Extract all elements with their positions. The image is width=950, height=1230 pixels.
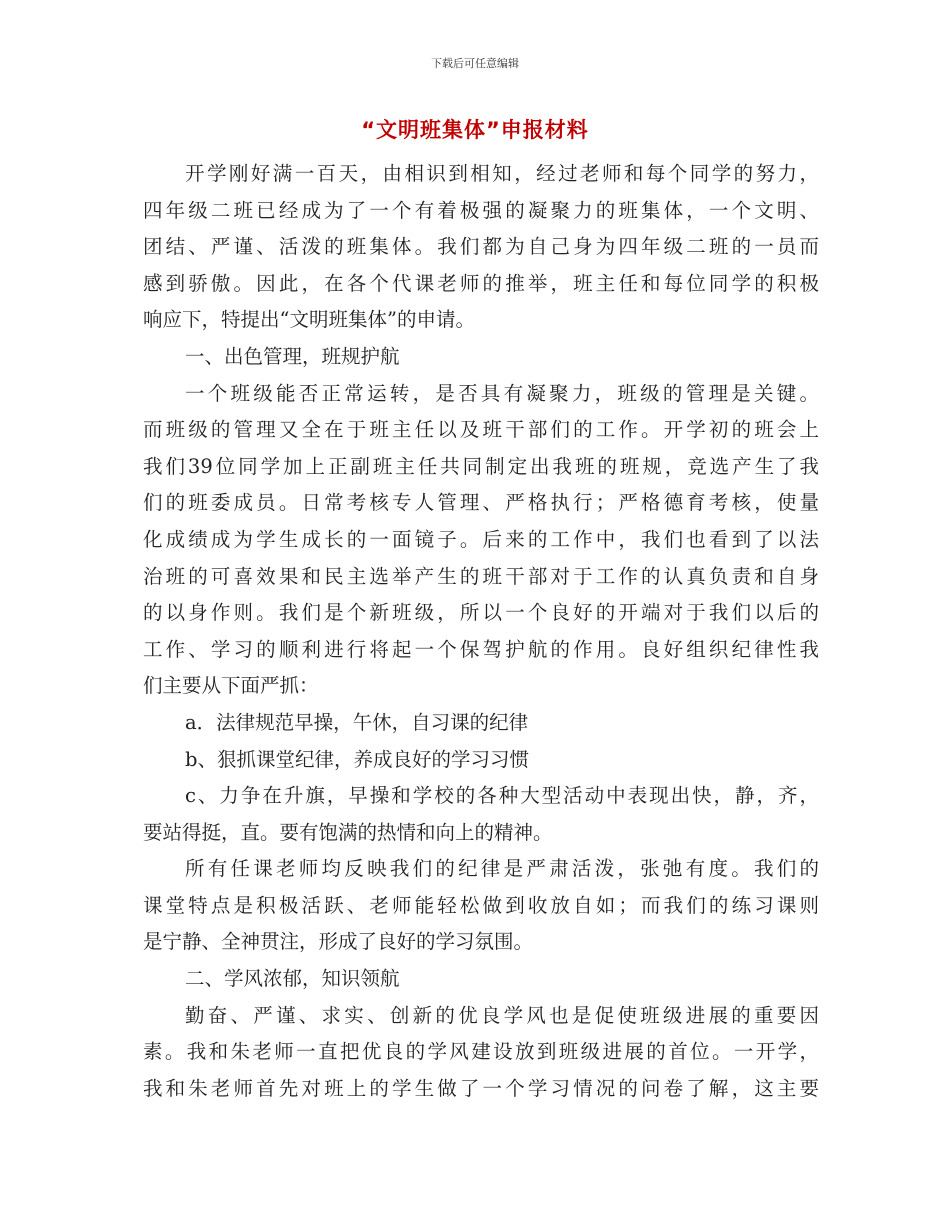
body-line: 所有任课老师均反映我们的纪律是严肃活泼，张弛有度。我们的: [185, 857, 819, 881]
body-line: 我们39位同学加上正副班主任共同制定出我班的班规，竞选产生了我: [143, 454, 819, 478]
body-line: 开学刚好满一百天，由相识到相知，经过老师和每个同学的努力，: [185, 162, 819, 185]
body-line: 响应下，特提出“文明班集体”的申请。: [143, 308, 475, 332]
body-line: b、狠抓课堂纪律，养成良好的学习习惯: [185, 747, 529, 771]
body-line: 素。我和朱老师一直把优良的学风建设放到班级进展的首位。一开学，: [143, 1040, 819, 1064]
body-line: 一个班级能否正常运转，是否具有凝聚力，班级的管理是关键。: [185, 381, 819, 405]
body-line: c、力争在升旗，早操和学校的各种大型活动中表现出快，静，齐，: [185, 784, 819, 808]
body-line: 课堂特点是积极活跃、老师能轻松做到收放自如；而我们的练习课则: [143, 893, 819, 917]
body-line: 治班的可喜效果和民主选举产生的班干部对于工作的认真负责和自身: [143, 564, 819, 588]
body-line: 们的班委成员。日常考核专人管理、严格执行；严格德育考核，使量: [143, 491, 819, 515]
document-title: “文明班集体”申报材料: [361, 118, 589, 142]
body-line: 团结、严谨、活泼的班集体。我们都为自己身为四年级二班的一员而: [143, 235, 819, 259]
body-line: a．法律规范早操，午休，自习课的纪律: [185, 710, 529, 734]
body-line: 勤奋、严谨、求实、创新的优良学风也是促使班级进展的重要因: [185, 1003, 819, 1027]
body-line: 四年级二班已经成为了一个有着极强的凝聚力的班集体，一个文明、: [143, 198, 819, 222]
body-line: 感到骄傲。因此，在各个代课老师的推举，班主任和每位同学的积极: [143, 271, 819, 295]
body-line: 是宁静、全神贯注，形成了良好的学习氛围。: [143, 930, 534, 954]
body-line: 们主要从下面严抓：: [143, 674, 319, 698]
body-line: 化成绩成为学生成长的一面镜子。后来的工作中，我们也看到了以法: [143, 527, 819, 551]
body-line: 工作、学习的顺利进行将起一个保驾护航的作用。良好组织纪律性我: [143, 637, 819, 661]
body-line: 我和朱老师首先对班上的学生做了一个学习情况的问卷了解，这主要: [143, 1076, 819, 1100]
document-body: [143, 156, 819, 1107]
body-line: 而班级的管理又全在于班主任以及班干部们的工作。开学初的班会上: [143, 418, 819, 442]
body-line: 一、出色管理，班规护航: [185, 344, 400, 368]
body-line: 二、学风浓郁，知识领航: [185, 967, 400, 991]
body-line: 的以身作则。我们是个新班级，所以一个良好的开端对于我们以后的: [143, 601, 819, 625]
header-note: 下载后可任意编辑: [431, 57, 519, 70]
body-line: 要站得挺，直。要有饱满的热情和向上的精神。: [143, 820, 553, 844]
